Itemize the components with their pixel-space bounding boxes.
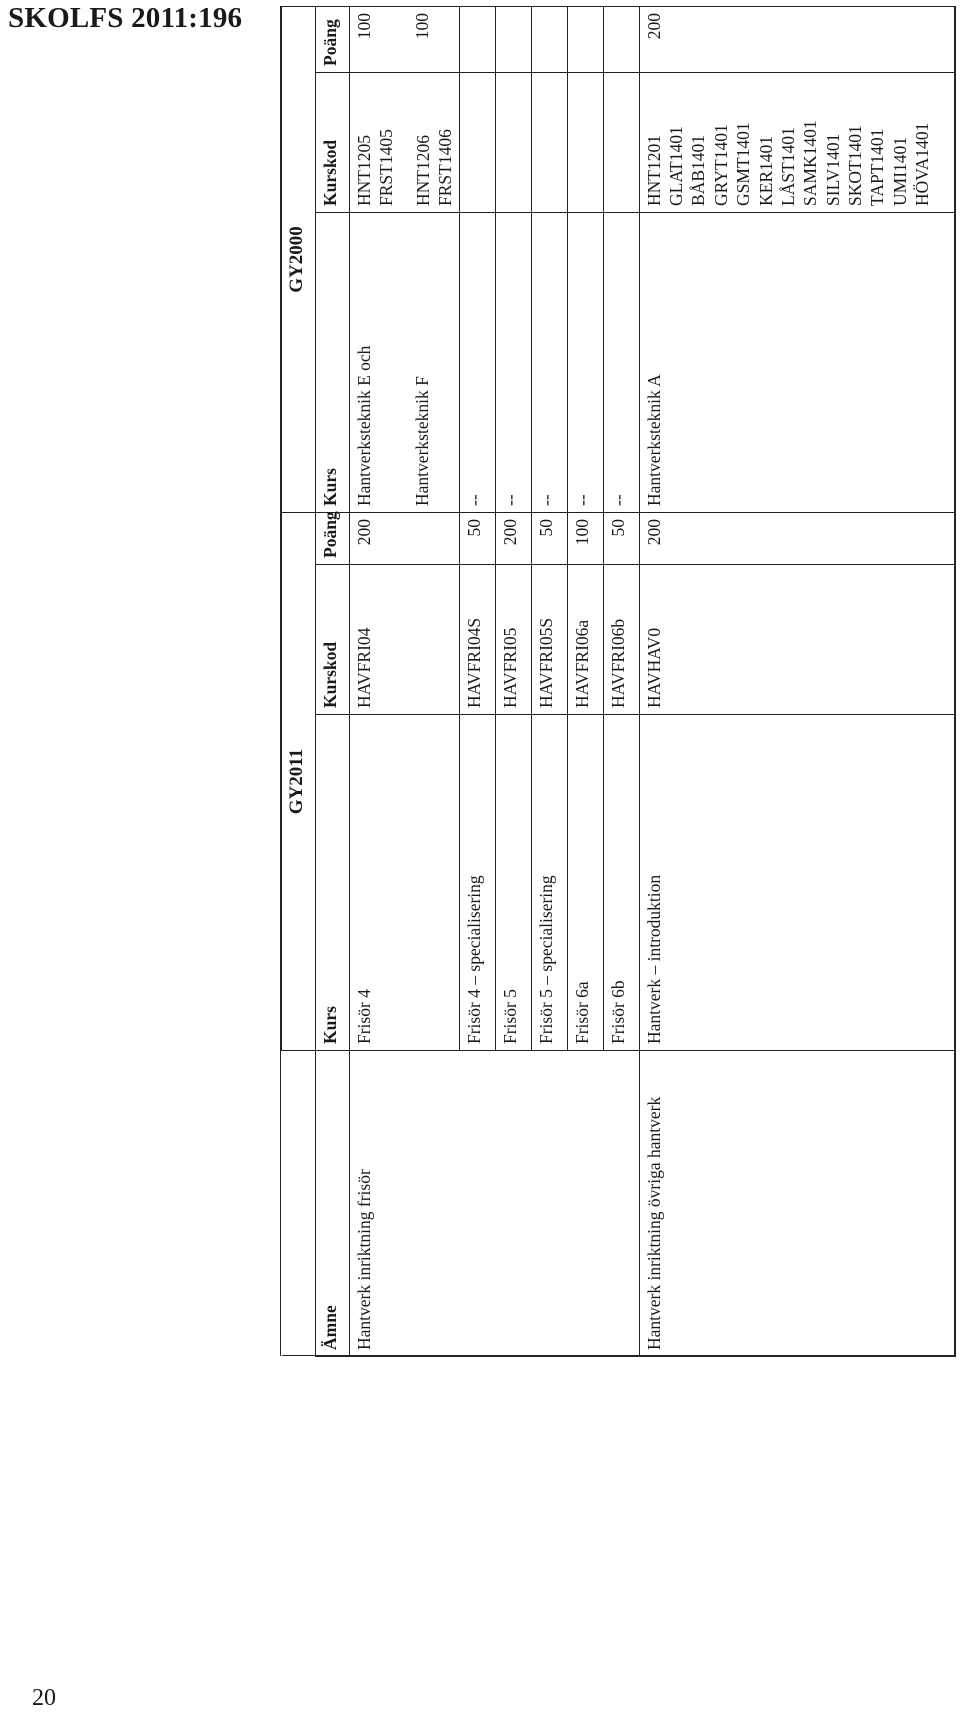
cell-gy2000-kurskod (350, 72, 460, 212)
cell-gy2000-kurs: -- (603, 212, 639, 512)
cell-poang: 50 (531, 512, 567, 564)
list-item: GLAT1401 (665, 126, 686, 206)
cell-kurskod: HAVFRI06a (567, 565, 603, 715)
list-item: TAPT1401 (867, 128, 888, 206)
cell-gy2000-kurskod (495, 72, 531, 212)
header-poang-gy2011: Poäng (316, 512, 350, 564)
header-kurs-gy2000: Kurs (316, 212, 350, 512)
gy2000-kurs-b: Hantverksteknik F (412, 376, 433, 506)
page-header: SKOLFS 2011:196 (8, 2, 243, 34)
cell-gy2000-poang (531, 6, 567, 72)
cell-kurs: Frisör 6a (567, 715, 603, 1051)
gy2000-poang-b: 100 (412, 12, 433, 40)
cell-gy2000-kurskod (603, 72, 639, 212)
gy2000-kurskod-b2: FRST1406 (435, 129, 456, 206)
cell-gy2000-kurs (350, 212, 460, 512)
list-item: SILV1401 (822, 133, 843, 206)
list-item: LÅST1401 (777, 127, 798, 206)
list-item: GRYT1401 (710, 124, 731, 206)
cell-gy2000-kurs: -- (567, 212, 603, 512)
table-row (639, 6, 955, 1356)
list-item: HNT1201 (643, 135, 664, 206)
cell-gy2000-poang (459, 6, 495, 72)
list-item: SAMK1401 (800, 120, 821, 206)
cell-kurs: Frisör 4 – specialisering (459, 715, 495, 1051)
cell-kurskod: HAVHAV0 (639, 565, 955, 715)
group-gy2011: GY2011 (282, 512, 316, 1050)
list-item: BÅB1401 (688, 134, 709, 206)
cell-poang: 200 (495, 512, 531, 564)
cell-kurs: Hantverk – introduktion (639, 715, 955, 1051)
gy2000-kurskod-a1: HNT1205 (354, 135, 374, 206)
cell-poang: 50 (459, 512, 495, 564)
header-kurskod-gy2000: Kurskod (316, 72, 350, 212)
list-item: UMI1401 (889, 136, 910, 206)
cell-gy2000-poang (350, 6, 460, 72)
page-number: 20 (32, 1685, 56, 1711)
cell-gy2000-kurskod (567, 72, 603, 212)
cell-poang: 100 (567, 512, 603, 564)
cell-gy2000-kurskod (531, 72, 567, 212)
cell-poang: 200 (350, 512, 460, 564)
cell-gy2000-kurskod (459, 72, 495, 212)
cell-kurskod: HAVFRI05 (495, 565, 531, 715)
cell-kurskod: HAVFRI06b (603, 565, 639, 715)
cell-gy2000-kurs: Hantverksteknik A (639, 212, 955, 512)
course-equivalence-table (281, 6, 956, 1357)
cell-kurs: Frisör 5 – specialisering (531, 715, 567, 1051)
header-poang-gy2000: Poäng (316, 6, 350, 72)
cell-gy2000-poang (603, 6, 639, 72)
list-item: SKOT1401 (845, 125, 866, 206)
cell-gy2000-poang (495, 6, 531, 72)
column-header-row (316, 6, 350, 1356)
cell-kurs: Frisör 5 (495, 715, 531, 1051)
group-header-row (282, 6, 316, 1356)
cell-amne: Hantverk inriktning övriga hantverk (639, 1051, 955, 1357)
cell-gy2000-kurs: -- (459, 212, 495, 512)
cell-kurskod: HAVFRI04S (459, 565, 495, 715)
cell-kurskod: HAVFRI04 (350, 565, 460, 715)
list-item: KER1401 (755, 135, 776, 206)
cell-kurs: Frisör 6b (603, 715, 639, 1051)
list-item: HÖVA1401 (912, 122, 933, 206)
cell-gy2000-poang: 200 (639, 6, 955, 72)
list-item: GSMT1401 (733, 122, 754, 206)
cell-poang: 200 (639, 512, 955, 564)
cell-amne: Hantverk inriktning frisör (350, 1051, 640, 1357)
gy2000-kurs-a: Hantverksteknik E och (354, 345, 374, 506)
header-kurs-gy2011: Kurs (316, 715, 350, 1051)
cell-kurskod: HAVFRI05S (531, 565, 567, 715)
group-gy2000: GY2000 (282, 6, 316, 512)
cell-kurs: Frisör 4 (350, 715, 460, 1051)
rotated-table-container (281, 7, 956, 1357)
cell-gy2000-kurs: -- (495, 212, 531, 512)
gy2000-poang-a: 100 (354, 12, 374, 40)
gy2000-kurskod-b1: HNT1206 (412, 135, 433, 206)
header-amne: Ämne (316, 1051, 350, 1357)
cell-gy2000-kurskod-list (639, 72, 955, 212)
table-row (350, 6, 460, 1356)
cell-gy2000-kurs: -- (531, 212, 567, 512)
cell-poang: 50 (603, 512, 639, 564)
header-kurskod-gy2011: Kurskod (316, 565, 350, 715)
gy2000-kurskod-a2: FRST1405 (376, 129, 397, 206)
cell-gy2000-poang (567, 6, 603, 72)
course-table-frame (280, 6, 955, 1356)
